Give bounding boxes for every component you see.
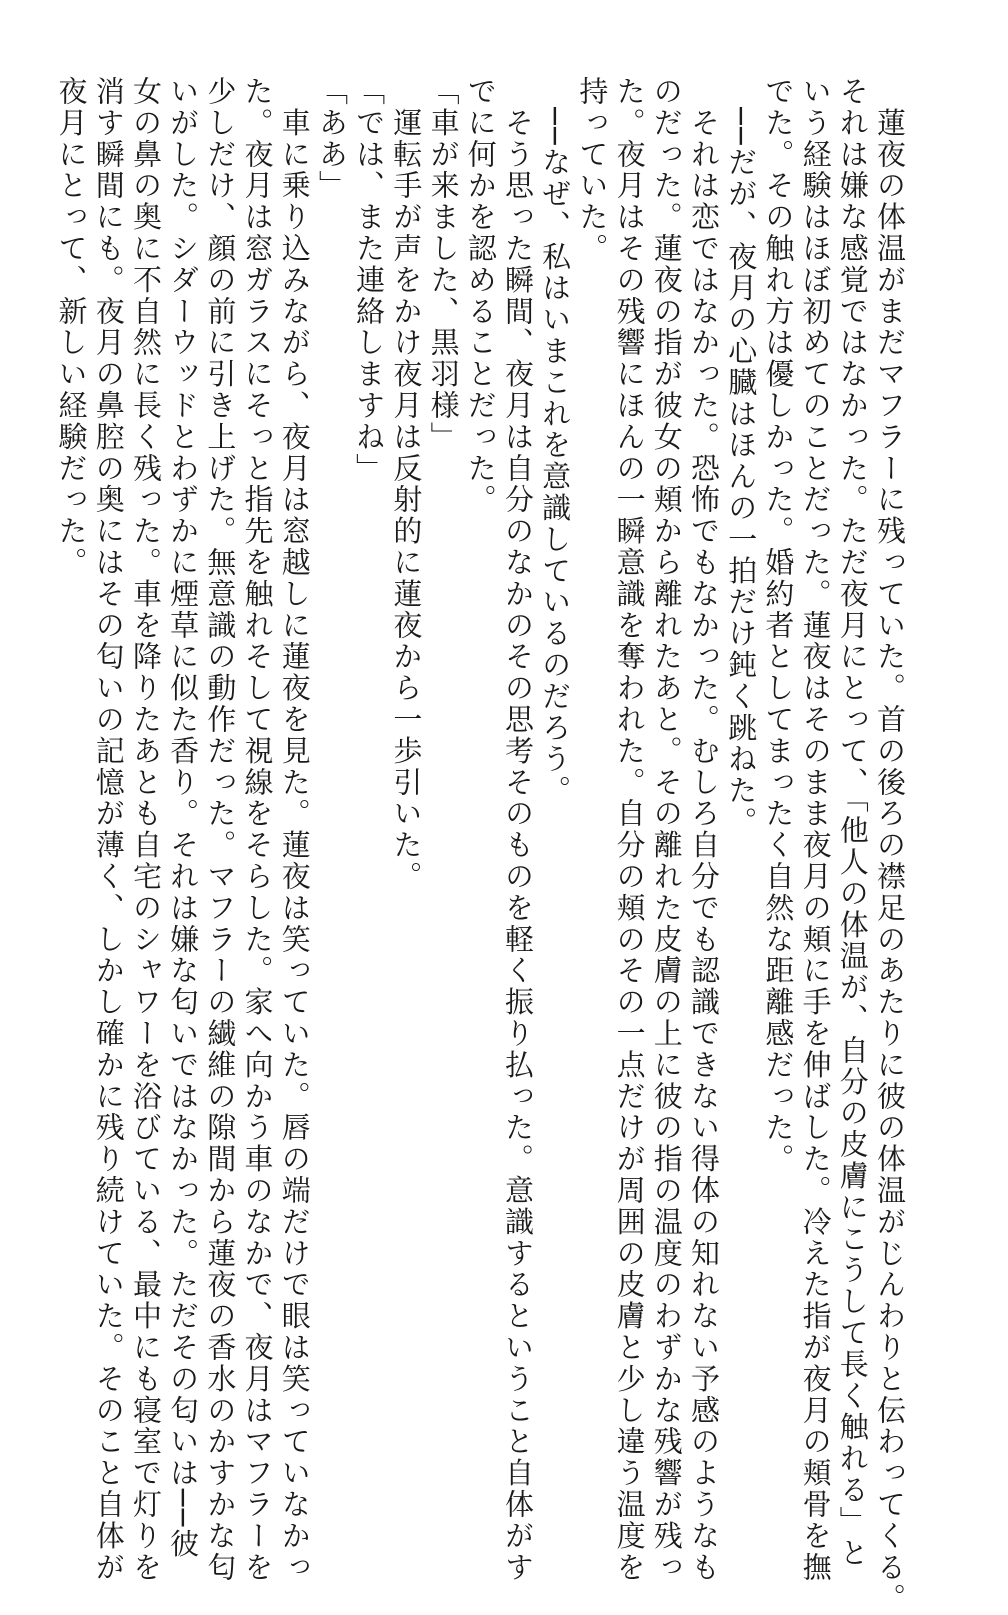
text-line: でた。その触れ方は優しかった。婚約者としてまったく自然な距離感だった。 bbox=[761, 76, 796, 1175]
text-line: た。夜月は窓ガラスにそっと指先を触れそして視線をそらした。家へ向かう車のなかで、夜月はマフラーを bbox=[240, 76, 275, 1584]
text-line: いがした。シダーウッドとわずかに煙草に似た香り。それは嫌な匂いではなかった。ただその匂いは──彼 bbox=[166, 76, 201, 1561]
text-line: いう経験はほぼ初めてのことだった。蓮夜はそのまま夜月の頬に手を伸ばした。冷えた指が夜月の頬骨を撫 bbox=[798, 76, 833, 1584]
text-line: 車に乗り込みながら、夜月は窓越しに蓮夜を見た。蓮夜は笑っていた。唇の端だけで眼は笑っていなかっ bbox=[277, 76, 312, 1584]
text-line: それは嫌な感覚ではなかった。ただ夜月にとって、「他人の体温が、自分の皮膚にこうして長く触れる」と bbox=[835, 76, 870, 1569]
text-line: 女の鼻の奥に不自然に長く残った。車を降りたあとも自宅のシャワーを浴びている、最中にも寝室で灯りを bbox=[128, 76, 163, 1584]
text-line: 夜月にとって、新しい経験だった。 bbox=[54, 76, 89, 579]
text-line: のだった。蓮夜の指が彼女の頬から離れたあと。その離れた皮膚の上に彼の指の温度のわずかな残響が残っ bbox=[649, 76, 684, 1584]
text-line: た。夜月はその残響にほんの一瞬意識を奪われた。自分の頬のその一点だけが周囲の皮膚と少し違う温度を bbox=[612, 76, 647, 1584]
text-line: でに何かを認めることだった。 bbox=[463, 76, 498, 516]
vertical-text-body bbox=[52, 76, 908, 1615]
text-line: 持っていた。 bbox=[575, 76, 610, 265]
text-line: ──だが、夜月の心臓はほんの一拍だけ鈍く跳ねた。 bbox=[724, 76, 759, 838]
dialogue-line: 「では、また連絡しますね」 bbox=[352, 76, 387, 485]
text-line: 少しだけ、顔の前に引き上げた。無意識の動作だった。マフラーの繊維の隙間から蓮夜の香水のかすかな匂 bbox=[203, 76, 238, 1584]
text-line: そう思った瞬間、夜月は自分のなかのその思考そのものを軽く振り払った。意識するということ自体がす bbox=[500, 76, 535, 1584]
dialogue-line: 「ああ」 bbox=[314, 76, 349, 202]
text-line: ──なぜ、私はいまこれを意識しているのだろう。 bbox=[538, 76, 573, 807]
text-line: それは恋ではなかった。恐怖でもなかった。むしろ自分でも認識できない得体の知れない予感のようなも bbox=[686, 76, 721, 1584]
text-line: 運転手が声をかけ夜月は反射的に蓮夜から一歩引いた。 bbox=[389, 76, 424, 893]
text-line: 消す瞬間にも。夜月の鼻腔の奥にはその匂いの記憶が薄く、しかし確かに残り続けていた。そのこと自体が bbox=[91, 76, 126, 1584]
text-line: 蓮夜の体温がまだマフラーに残っていた。首の後ろの襟足のあたりに彼の体温がじんわりと伝わってくる。 bbox=[873, 76, 907, 1615]
dialogue-line: 「車が来ました、黒羽様」 bbox=[426, 76, 461, 453]
